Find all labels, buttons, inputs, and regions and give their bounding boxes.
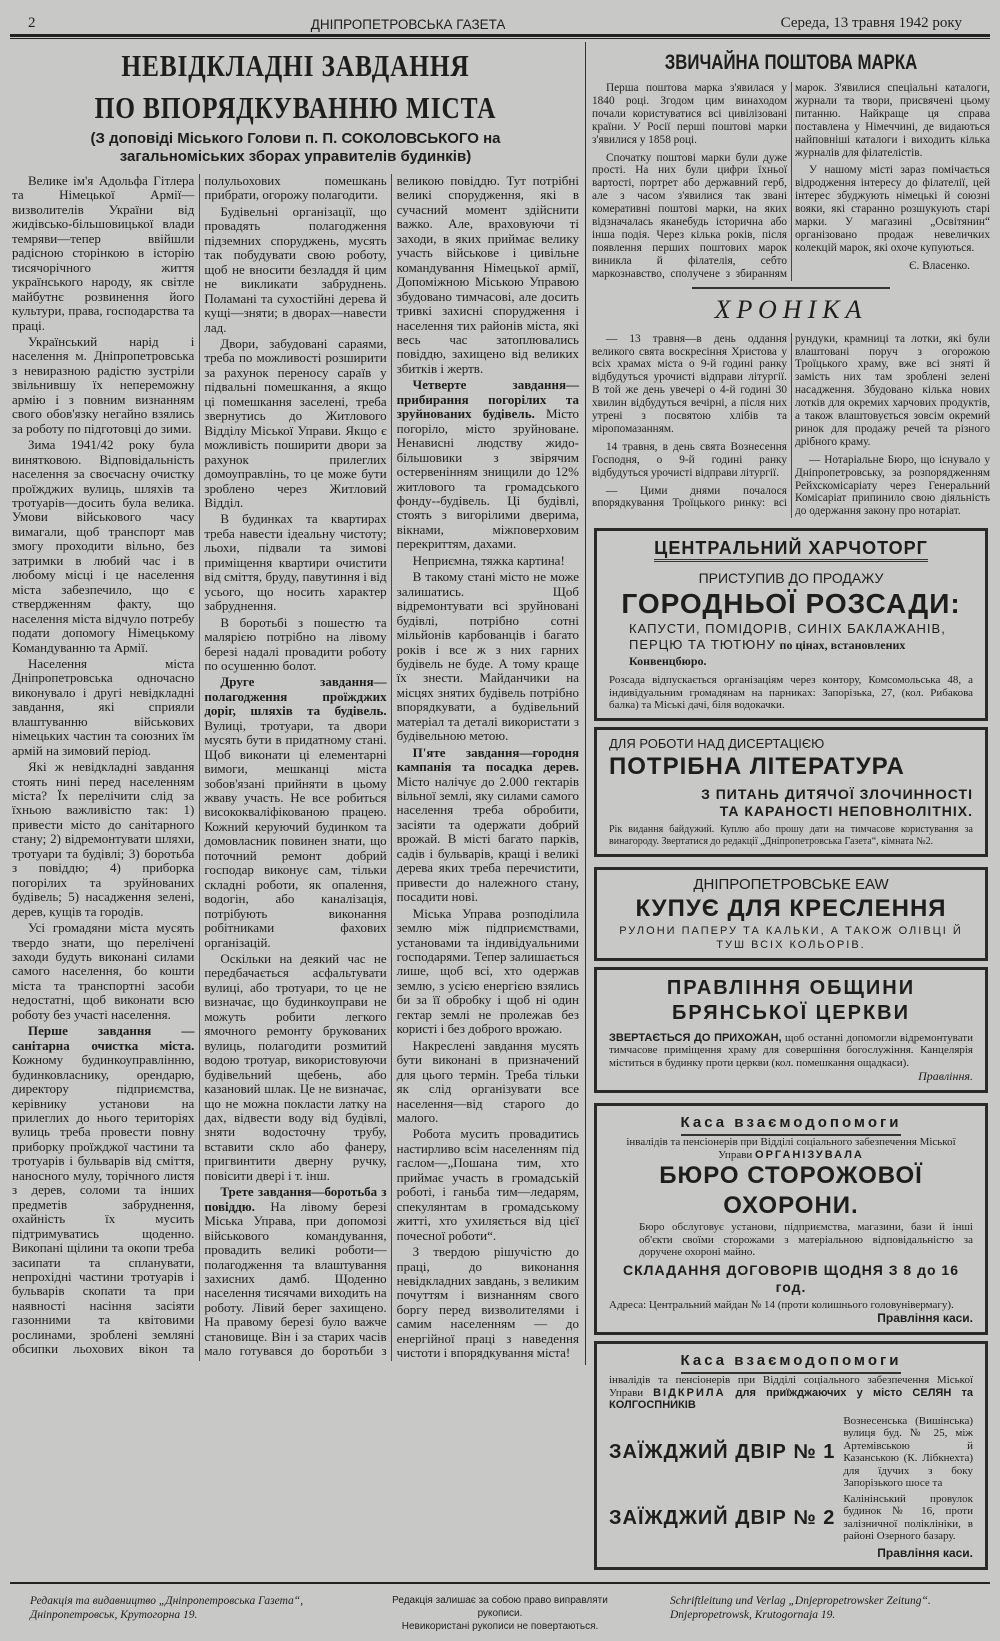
ad-details: РУЛОНИ ПАПЕРУ ТА КАЛЬКИ, А ТАКОЖ ОЛІВЦІ Й ТУШ ВСІХ КОЛЬОРІВ. — [619, 924, 963, 951]
ad-hours: СКЛАДАННЯ ДОГОВОРІВ ЩОДНЯ З 8 до 16 год. — [623, 1261, 959, 1295]
ad-org: Каса взаємодопомоги — [681, 1350, 902, 1374]
paragraph: З твердою рішучістю до праці, до виконання невідкладних завдань, з великим почуттям і визнанням свого боргу перед визволителями і самим населенням — до енергійної праці з наведення чистоти і впорядкування міста! — [396, 1244, 579, 1361]
ad-org: ЦЕНТРАЛЬНИЙ ХАРЧОТОРГ — [654, 537, 928, 562]
inn-1 — [609, 1415, 973, 1490]
main-article — [10, 42, 586, 1365]
paragraph: У нашому місті зараз помічається відродження інтересу до філателії, цей інтерес збуджують німецькі й союзні вояки, які старанно розшукують старі марки. У магазині „Освітянин“ організовано продаж невеличких колекцій марок, які охоче купуються. — [795, 164, 990, 254]
ad-inn — [594, 1341, 988, 1570]
paragraph: — Цими днями почалося впорядкування Троїцького ринку: всі рундуки, крамниці та лотки, які були влаштовані поруч з огорожою Троїцького храму, вже всі зняті й замість них там зроблені зелені насадження. Збудовано кілька нових лотків для окремих харчових продуктів, а також влаштовується зовсім окремий ринок для продажу речей та різного дрібного краму. — [592, 332, 990, 510]
paragraph: Усі громадяни міста мусять твердо знати, що перелічені заходи будуть виконані силами самого населення, бо кошти міста та транспортні засоби недостатні, щоб виконати всю роботу без участі населення. — [12, 920, 195, 1022]
page-number: 2 — [28, 15, 36, 31]
issue-date: Середа, 13 травня 1942 року — [780, 15, 962, 31]
stamp-article-body — [592, 82, 990, 281]
ad-guard-bureau — [594, 1103, 988, 1335]
ad-verb: ВІДКРИЛА — [653, 1386, 726, 1399]
ad-org: Каса взаємодопомоги — [681, 1112, 902, 1136]
task-heading: П'яте завдання—городня кампанія та посадка дерев. — [396, 744, 579, 775]
ad-kharchotorg — [594, 528, 988, 721]
paragraph-text: Вулиці, тротуари, та двори мусять бути в придатному стані. Щоб виконати ці елементарні вимоги, мешканці міста зобов'язані прийняти в цьому жваву участь. Не все робиться висококваліфікованою працею. Кожний керуючий будинком та домовласник повинен знати, що поточний ремонт добрий господар виконує сам, тільки складні роботи, як опалення, водогін, або каналізація, потрібують виконання робітниками фахових організацій. — [204, 717, 387, 950]
paragraph: Двори, забудовані сараями, треба по можливості розширити за рахунок переносу сараїв у підвальні помешкання, а якщо ці помешкання заселені, треба звернутись до Житлового Відділу Міської Управи. Якщо є можливість поширити двори за рахунок прилеглих домоуправлінь, то це може бути зроблено через Житловий Відділ. — [204, 335, 387, 510]
ad-intro: ПРИСТУПИВ ДО ПРОДАЖУ — [698, 570, 884, 587]
inn-1-name: ЗАЇЖДЖИЙ ДВІР № 1 — [609, 1441, 836, 1464]
ad-literature — [594, 727, 988, 857]
stamp-article-title: ЗВИЧАЙНА ПОШТОВА МАРКА — [664, 51, 918, 74]
ad-intro — [609, 1374, 973, 1412]
paragraph: В будинках та квартирах треба навести ідеальну чистоту; льохи, підвали та зимові приміщення квартири очистити від сміття, бруду, павутиння і від усього, що носить характер забруднення. — [204, 511, 387, 614]
footer-publisher-de: Schriftleitung und Verlag „Dnjepropetrowsker Zeitung“. Dnjepropetrowsk, Krutogornaja 19. — [670, 1594, 931, 1621]
right-column — [586, 42, 990, 1576]
ad-signature: Правління каси. — [877, 1545, 973, 1560]
paragraph: Робота мусить провадитись настирливо всім населенням під гаслом—„Пошана тим, хто приймає участь в громадській роботі, і ганьба тим—ледарям, спекулянтам в громадському житті, хто ухиляється від цієї почесної роботи“. — [396, 1126, 579, 1243]
footer-notice-2: Невикористані рукописи не повертаються. — [401, 1620, 599, 1632]
paragraph: Будівельні організації, що провадять полагодження підземних споруджень, мусять так побудувати свою роботу, щоб не вносити безладдя й цим не викликати забруднень. Поламані та сухостійні дерева й кущі—зняти; в дворах—навести лад. — [204, 203, 387, 335]
paragraph — [397, 746, 579, 905]
footer-publisher-uk: Редакція та видавництво „Дніпропетровська Газета“, Дніпропетровськ, Крутогорна 19. — [30, 1594, 304, 1621]
ad-headline-1: ПРАВЛІННЯ ОБЩИНИ — [666, 976, 916, 999]
ad-headline-2: БРЯНСЬКОЇ ЦЕРКВИ — [671, 1001, 910, 1024]
page-body — [10, 42, 990, 1576]
footer-notice — [370, 1594, 630, 1633]
ad-headline: ПОТРІБНА ЛІТЕРАТУРА — [609, 752, 905, 780]
ad-items: КАПУСТИ, ПОМІДОРІВ, СИНІХ БАКЛАЖАНІВ, ПЕРЦЮ ТА ТЮТЮНУ — [629, 621, 946, 653]
header-rule — [10, 34, 990, 39]
ad-headline: БЮРО СТОРОЖОВОЇ ОХОРОНИ. — [659, 1162, 923, 1220]
ad-details: Бюро обслуговує установи, підприємства, магазини, бази й інші об'єкти своїми сторожами з матеріальною відповідальністю за доручене охороні майно. — [639, 1221, 973, 1259]
ad-org: ДНІПРОПЕТРОВСЬКЕ EAW — [693, 875, 889, 893]
paragraph-text: Кожному будинкоуправлінню, будинковласнику, орендарю, директору підприємства, керівнику установи на прилеглих до нього територіях вулиць треба провести повну приборку проїжджої частини та тротуарів і бульварів від сміття, наносного мулу, торічного листя з дерев, соломи та інших предметів забруднення, охайність їх мусить підтримуватись щоденно. Викопані щілини та окопи треба засипати та спланувати, непрохідні частини тротуарів і бульварів скопати та при наявності насіння засіяти газонними та квітовими рослинами, зроблені земляні обсипки льохових вікон та полульохових помешкань прибрати, огорожу полагодити. — [12, 173, 387, 1357]
inn-2-address: Калінінський провулок будинок № 16, проти залізничної поліклініки, в районі Озерного базару. — [843, 1492, 973, 1543]
paragraph: Міська Управа розподілила землю між підприємствами, установами та індивідуальними господарями. Тепер залишається лише, щоб всі, хто одержав землю, з усією енергією взялись би за її обробку і щоб ні один гектар землі не пролежав без користі і без доброго врожаю. — [396, 905, 579, 1037]
paragraph: Населення міста Дніпропетровська одночасно виконувало і другі невідкладні завдання, які сприяли влаштуванню військових німецьких частин та союзних їм армій на зимовий період. — [12, 655, 195, 758]
footer-notice-1: Редакція залишає за собою право виправляти рукописи. — [392, 1594, 608, 1619]
ad-lead: ЗВЕРТАЄТЬСЯ ДО ПРИХОЖАН, — [609, 1031, 782, 1044]
ad-purpose: для приїжджаючих у місто СЕЛЯН та КОЛГОСПНИКІВ — [609, 1386, 974, 1412]
ad-topic: З ПИТАНЬ ДИТЯЧОЇ ЗЛОЧИННОСТІ ТА КАРАНОСТІ НЕПОВНОЛІТНІХ. — [701, 785, 973, 819]
task-heading: Друге завдання—полагодження проїжджих доріг, шляхів та будівель. — [204, 674, 387, 719]
paragraph-text: Місто погоріло, місто зруйноване. Ненависні людству жидо-більшовики з звірячим остервенінням знищили до 12% житлового та громадського фонду--будівель. Ці будівлі, стоять з вигорілими дверима, вікнами, міжповерховим перекриттям, дахами. — [396, 406, 579, 552]
inn-2-name: ЗАЇЖДЖИЙ ДВІР № 2 — [609, 1506, 836, 1529]
ad-text — [609, 1032, 973, 1070]
paragraph-text: На лівому березі Міська Управа, при допомозі військового командування, провадить великі роботи—полагодження та влаштування захисних дамб. Щоденно населення тисячами виходить на роботу. Лівий берег захищено. На правому березі було важче становище. Він і за старих часів мало готувався до боротьби з великою повіддю. Тут потрібні великі спорудження, які в сучасний момент здійснити важко. Але, враховуючи ті заходи, в яких приймає велику участь військове і цивільне командування Німецької армії, Допоміжною Міською Управою збудовано тимчасові, але досить тривкі захисні спорудження і населення тих районів міста, які весь час затоплювались повіддю, захищено від великих збитків і жертв. — [204, 173, 579, 1359]
ad-items-block — [609, 621, 973, 669]
ad-details: Рік видання байдужий. Куплю або прошу дати на тимчасове користування за винагороду. Звертатися до редакції „Дніпропетровська Газета“, кімната №2. — [609, 823, 973, 847]
ad-intro-text: інвалідів та пенсіонерів при Відділі соціального забезпечення Міської Управи — [609, 1374, 973, 1399]
article-title-line2: ПО ВПОРЯДКУВАННЮ МІСТА — [94, 90, 497, 125]
ad-details: щоб останні допомогли відремонтувати тимчасове приміщення храму для совершіння богослужіння. Канцелярія міститься в будинку проти церкви (кол. помешкання ощадкаси). — [609, 1031, 974, 1069]
ad-address: Адреса: Центральний майдан № 14 (проти колишнього головунівермагу). — [609, 1298, 954, 1311]
paragraph: Накреслені завдання мусять бути виконані в призначений для цього термін. Треба тільки як слід організувати все населення—від старого до малого. — [396, 1037, 579, 1125]
paragraph: — Нотаріальне Бюро, що існувало у Дніпропетровську, за розпорядженням Рейхскомісаріату через Генеральний Комісаріат припинило свою діяльність до одержання закону про нотаріат. — [795, 453, 990, 518]
ad-intro-text: інвалідів та пенсіонерів при Відділі соціального забезпечення Міської Управи — [626, 1136, 956, 1161]
ad-headline: КУПУЄ ДЛЯ КРЕСЛЕННЯ — [635, 894, 947, 922]
ad-eaw — [594, 867, 988, 961]
ad-details: Розсада відпускається організаціям через контору, Комсомольська 48, а індивідуальним громадянам на парниках: Запорізька, 27, (кол. Рибакова балка) та Міські дачі, біля водокачки. — [609, 674, 973, 712]
paragraph: В боротьбі з пошестю та малярією потрібно на лівому березі надалі провадити роботу по осушенню болот. — [204, 614, 387, 673]
paragraph: Спочатку поштові марки були дуже прості. На них були цифри їхньої вартості, портрет або державний герб, але з часом з'явилися так звані комеративні поштові марки, на яких відзначалась яканебудь історична або інша подія. Через кілька років, після появлення перших поштових марок виникла й філателія, себто маркознавство, сполучене з збиранням марок. З'явилися спеціальні каталоги, журнали та твори, присвячені цьому питанню. Найкраще ця справа поставлена у Німеччині, де видаються найповніші каталоги і виходить кілька журналів для філателістів. — [592, 82, 990, 280]
task-heading: Четверте завдання—прибирання погорілих та зруйнованих будівель. — [396, 377, 579, 422]
masthead — [28, 10, 962, 32]
inn-1-address: Вознесенська (Вишінська) вулиця буд. № 25, між Артемівською й Казанською (К. Лібкнехта) для їдучих з боку Запорізького шосе та — [843, 1414, 973, 1490]
paragraph: Велике ім'я Адольфа Гітлера та Німецької Армії—визволителів України від жидівсько-більшовицької влади темряви—тепер ввійшли радісною сторінкою в історію тисячорічного життя українського народу, як світле майбутнє розвинення його культури, права, господарства та праці. — [12, 173, 195, 333]
paragraph-text: Місто налічує до 2.000 гектарів вільної землі, яку силами самого населення треба обробити, засіяти та одержати добрий врожай. В місті багато парків, садів і бульварів, кращі і великі дерева яких треба перечистити, привести до належного стану, посадити нові. — [396, 773, 579, 905]
paragraph: Український нарід і населення м. Дніпропетровська з невиразною радістю зустріли звільнившу їх непереможну армію і з повним визнанням свого обов'язку негайно взялись за роботу по підготовці до зими. — [12, 333, 195, 436]
paragraph: Зима 1941/42 року була винятковою. Відповідальність населення за своєчасну очистку проїжджих вулиць, шляхів та тротуарів—досить була велика. Умови військового часу вимагали, щоб транспорт мав змогу проходити вільно, без затримки в любий час і в любому місці і це населення міста забезпечило, що є ствердженням факту, що населення міста відчуло потребу подати допомогу Німецькому Командуванню та Армії. — [12, 437, 195, 655]
newspaper-name: ДНІПРОПЕТРОВСЬКА ГАЗЕТА — [310, 17, 506, 32]
inn-2 — [609, 1493, 973, 1543]
paragraph: Оскільки на деякий час не передбачається асфальтувати вулиці, або тротуари, то це не визначає, що будинкоуправи не можуть робити легкого ямочного ремонту брукованих вулиць, полагодити розмитий водою тротуар, використовуючи будівельний щебень, або казановий шлак. Це не визначає, що не можна покласти латку на дах, відвести воду від будівлі, зняти водосточну трубу, вставити скло або фанеру, пригвинтити дверну ручку, повісити двері і т. інш. — [204, 951, 387, 1183]
chronicle-title: ХРОНІКА — [714, 294, 868, 324]
footer — [10, 1582, 990, 1633]
ad-verb: ОРГАНІЗУВАЛА — [755, 1148, 864, 1161]
author-signature: Є. Власенко. — [909, 259, 970, 272]
ad-prices: по цінах, встановлених Конвенцбюро. — [629, 638, 906, 669]
article-body — [10, 174, 581, 1365]
paragraph — [397, 378, 579, 551]
paragraph: — 13 травня—в день оддання великого свята воскресіння Христова у всіх храмах міста о 9-й годині ранку відбудуться урочисті відправи літургії. В той же день увечері о 4-й годині 30 хвилин відбудуться вечірні, а після них утрені з посвятою хлібів та міропомазанням. — [592, 332, 787, 435]
paragraph: 14 травня, в день свята Вознесення Господня, о 9-й годині ранку відбудуться урочисті відправи літургії. — [592, 440, 787, 479]
paragraph — [204, 675, 386, 950]
article-title-line1: НЕВІДКЛАДНІ ЗАВДАННЯ — [121, 48, 470, 83]
paragraph: Неприємна, тяжка картина! — [412, 552, 565, 568]
ad-intro: ДЛЯ РОБОТИ НАД ДИСЕРТАЦІЄЮ — [609, 735, 825, 751]
ad-intro — [609, 1136, 973, 1161]
ad-signature: Правління каси. — [877, 1311, 973, 1326]
paragraph: В такому стані місто не може залишатись. Щоб відремонтувати всі зруйновані будівлі, потрібно сотні мільйонів карбованців і багато років і все ж з них гарних будівель не буде. А тому краще їх знести. Майданчики на місцях знятих будівель потрібно впорядкувати, а будівельний матеріал та деталі використати з будівельною метою. — [396, 569, 579, 744]
paragraph: Перша поштова марка з'явилася у 1840 році. Згодом цим винаходом почали користуватися всі цивілізовані країни. У Росії перші поштові марки з'явилися у 1858 році. — [592, 82, 787, 146]
task-heading: Трете завдання—боротьба з повіддю. — [204, 1184, 387, 1214]
ad-signature: Правління. — [918, 1069, 973, 1084]
divider — [692, 287, 890, 289]
task-heading: Перше завдання — санітарна очистка міста. — [12, 1023, 195, 1053]
chronicle-body — [592, 333, 990, 519]
ad-headline: ГОРОДНЬОЇ РОЗСАДИ: — [621, 588, 961, 620]
article-subtitle: (З доповіді Міського Голови п. П. СОКОЛОВСЬКОГО на загальноміських зборах управителів будинків) — [90, 130, 501, 165]
paragraph: Які ж невідкладні завдання стоять нині перед населенням міста? Їх перелічити слід за їхньою важливістю так: 1) привести місто до санітарного стану; 2) відремонтувати шляхи, тротуари та будівлі; 3) боротьба з повіддю; 4) приборка погорілих та зруйнованих будівель; 5) насадження зелені, дерев, кущів та городів. — [12, 759, 195, 919]
ad-church — [594, 967, 988, 1094]
